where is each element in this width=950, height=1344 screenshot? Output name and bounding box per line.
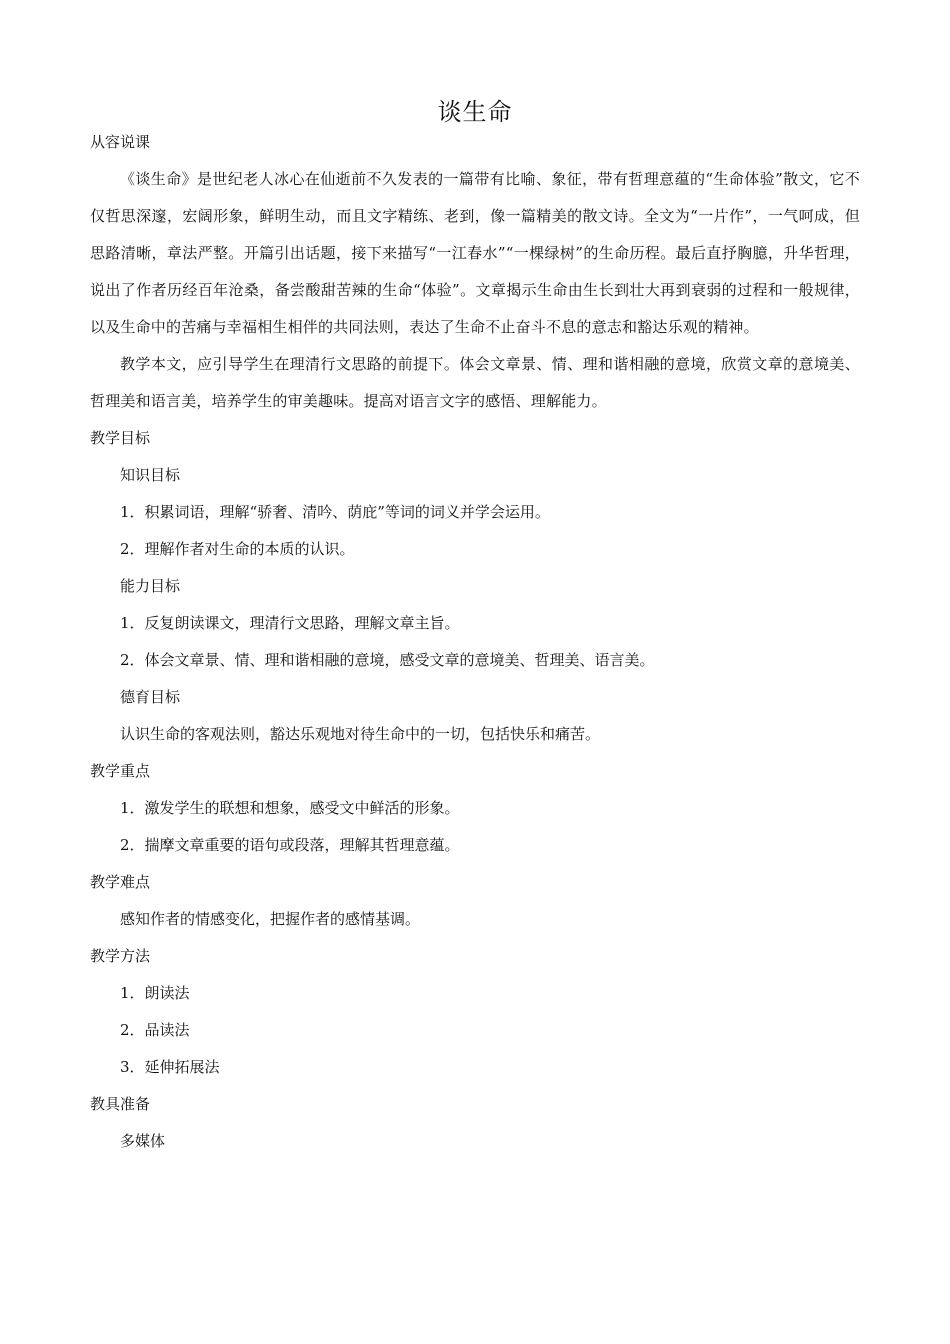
list-item: 感知作者的情感变化，把握作者的感情基调。 xyxy=(120,910,421,928)
subheading-knowledge-goals: 知识目标 xyxy=(120,466,181,484)
list-item: 多媒体 xyxy=(120,1132,166,1150)
document-body xyxy=(90,124,860,1160)
list-item: 1．朗读法 xyxy=(120,984,190,1002)
subheading-ability-goals: 能力目标 xyxy=(120,577,181,595)
list-item: 1．积累词语，理解“骄奢、清吟、荫庇”等词的词义并学会运用。 xyxy=(120,503,550,521)
section-heading-key-points: 教学重点 xyxy=(90,762,151,780)
list-item: 1．激发学生的联想和想象，感受文中鲜活的形象。 xyxy=(120,799,460,817)
section-heading-lesson-talk: 从容说课 xyxy=(90,133,151,151)
document-title: 谈生命 xyxy=(437,98,513,126)
list-item: 1．反复朗读课文，理清行文思路，理解文章主旨。 xyxy=(120,614,460,632)
subheading-moral-goals: 德育目标 xyxy=(120,688,181,706)
section-heading-teaching-aids: 教具准备 xyxy=(90,1095,151,1113)
lesson-talk-paragraph-1: 《谈生命》是世纪老人冰心在仙逝前不久发表的一篇带有比喻、象征，带有哲理意蕴的“生命体验”散文，它不仅哲思深邃，宏阔形象，鲜明生动，而且文字精练、老到，像一篇精美的散文诗。全文为“一片作”，一气呵成，但思路清晰，章法严整。开篇引出话题，接下来描写“一江春水”“一棵绿树”的生命历程。最后直抒胸臆，升华哲理，说出了作者历经百年沧桑，备尝酸甜苦辣的生命“体验”。文章揭示生命由生长到壮大再到衰弱的过程和一般规律，以及生命中的苦痛与幸福相生相伴的共同法则，表达了生命不止奋斗不息的意志和豁达乐观的精神。 xyxy=(90,170,860,336)
list-item: 2．理解作者对生命的本质的认识。 xyxy=(120,540,355,558)
section-heading-teaching-goals: 教学目标 xyxy=(90,429,151,447)
list-item: 2．体会文章景、情、理和谐相融的意境，感受文章的意境美、哲理美、语言美。 xyxy=(120,651,655,669)
section-heading-difficulties: 教学难点 xyxy=(90,873,151,891)
list-item: 2．揣摩文章重要的语句或段落，理解其哲理意蕴。 xyxy=(120,836,460,854)
list-item: 认识生命的客观法则，豁达乐观地对待生命中的一切，包括快乐和痛苦。 xyxy=(120,725,601,743)
section-heading-teaching-methods: 教学方法 xyxy=(90,947,151,965)
list-item: 3．延伸拓展法 xyxy=(120,1058,220,1076)
list-item: 2．品读法 xyxy=(120,1021,190,1039)
lesson-talk-paragraph-2: 教学本文，应引导学生在理清行文思路的前提下。体会文章景、情、理和谐相融的意境，欣赏文章的意境美、哲理美和语言美，培养学生的审美趣味。提高对语言文字的感悟、理解能力。 xyxy=(90,355,860,410)
